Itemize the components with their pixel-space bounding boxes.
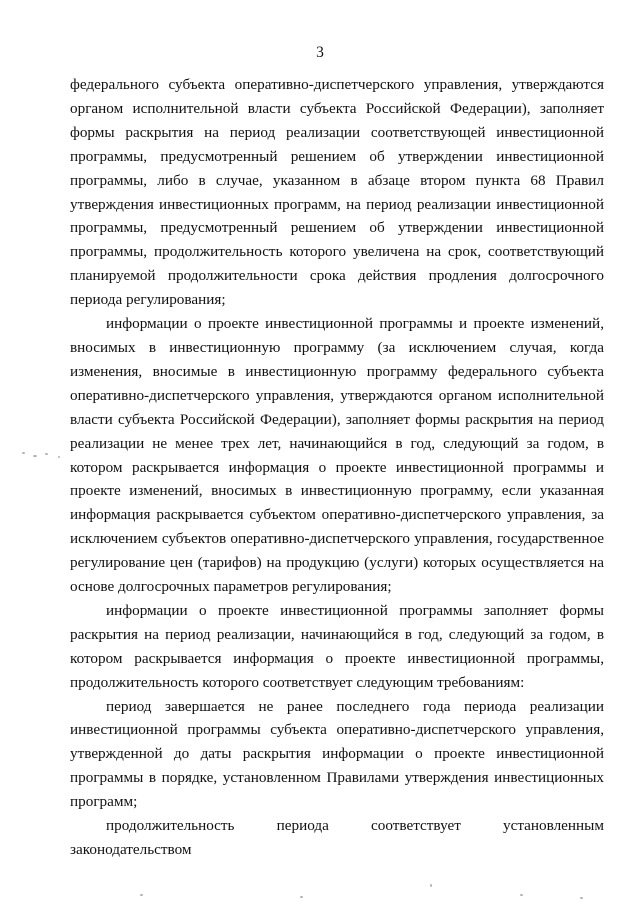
scan-speck xyxy=(300,896,303,898)
scan-speck xyxy=(33,455,37,457)
scan-speck xyxy=(58,456,60,458)
paragraph-1: федерального субъекта оперативно-диспетчерского управления, утверждаются органом исполнительной власти субъекта Российской Федерации), заполняет формы раскрытия на период реализации соответствующей инвестиционной программы, предусмотренный решением об утверждении инвестиционной программы, либо в случае, указанном в абзаце втором пункта 68 Правил утверждения инвестиционных программ, на период реализации инвестиционной программы, предусмотренный решением об утверждении инвестиционной программы, продолжительность которого увеличена на срок, соответствующий планируемой продолжительности срока действия продления долгосрочного периода регулирования; xyxy=(70,76,604,309)
paragraph-5: продолжительность периода соответствует установленным законодательством xyxy=(70,817,604,858)
paragraph-4: период завершается не ранее последнего года периода реализации инвестиционной программы субъекта оперативно-диспетчерского управления, утвержденной до даты раскрытия информации о проекте инвестиционной программы в порядке, установленном Правилами утверждения инвестиционных программ; xyxy=(70,697,604,811)
scan-speck xyxy=(580,897,583,899)
scan-speck xyxy=(520,894,523,896)
document-body xyxy=(70,73,604,862)
paragraph-2: информации о проекте инвестиционной программы и проекте изменений, вносимых в инвестиционную программу (за исключением случая, когда изменения, вносимые в инвестиционную программу федерального субъекта оперативно-диспетчерского управления, утверждаются органом исполнительной власти субъекта Российской Федерации), заполняет формы раскрытия на период реализации не менее трех лет, начинающийся в год, следующий за годом, в котором раскрывается информация о проекте инвестиционной программы и проекте изменений, вносимых в инвестиционную программу, если указанная информация раскрывается субъектом оперативно-диспетчерского управления, за исключением субъектов оперативно-диспетчерского управления, государственное регулирование цен (тарифов) на продукцию (услуги) которых осуществляется на основе долгосрочных параметров регулирования; xyxy=(70,315,604,596)
scan-speck xyxy=(430,884,432,887)
scan-speck xyxy=(45,453,48,455)
paragraph-3: информации о проекте инвестиционной программы заполняет формы раскрытия на период реализации, начинающийся в год, следующий за годом, в котором раскрывается информация о проекте инвестиционной программы, продолжительность которого соответствует следующим требованиям: xyxy=(70,601,604,691)
scan-speck xyxy=(22,452,25,454)
page-number: 3 xyxy=(316,44,324,61)
scan-speck xyxy=(140,894,143,896)
